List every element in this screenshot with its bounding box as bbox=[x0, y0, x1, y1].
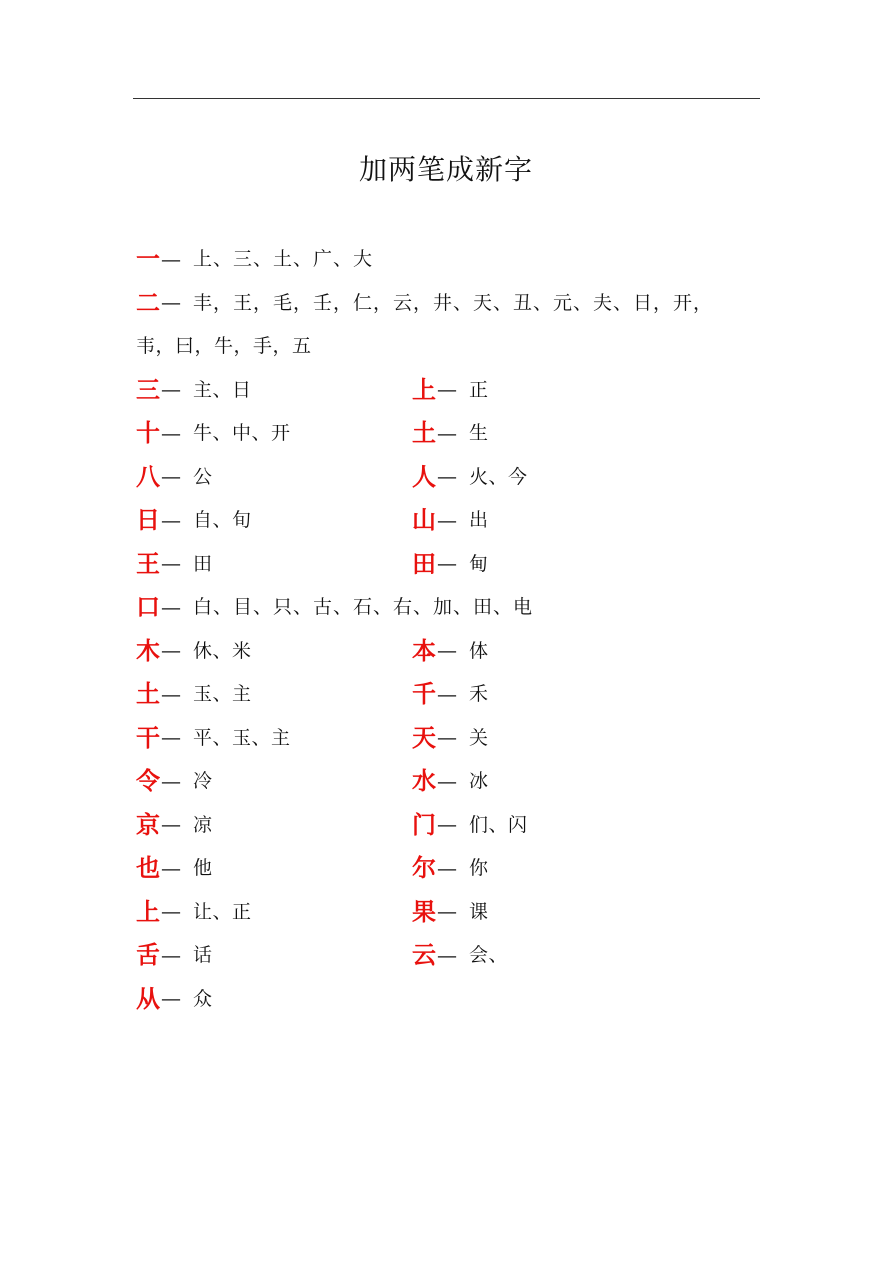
dash: — bbox=[437, 638, 457, 663]
derived-characters: 牛、中、开 bbox=[193, 421, 291, 444]
dash: — bbox=[161, 290, 181, 315]
derived-characters: 会、 bbox=[469, 943, 509, 966]
entry-left bbox=[136, 759, 213, 803]
dash: — bbox=[437, 855, 457, 880]
list-row bbox=[136, 411, 766, 455]
entry-left bbox=[136, 933, 213, 977]
list-row bbox=[136, 716, 766, 760]
dash: — bbox=[161, 855, 181, 880]
entry-left bbox=[136, 498, 252, 542]
derived-characters: 让、正 bbox=[193, 900, 252, 923]
base-character: 舌 bbox=[136, 940, 160, 969]
list-row-continuation bbox=[136, 324, 766, 368]
list-row bbox=[136, 846, 766, 890]
word-list bbox=[136, 237, 766, 1020]
base-character: 上 bbox=[136, 897, 160, 926]
entry-right bbox=[412, 455, 528, 499]
derived-characters: 公 bbox=[193, 465, 213, 488]
dash: — bbox=[161, 681, 181, 706]
derived-characters: 们、闪 bbox=[469, 813, 528, 836]
derived-characters: 凉 bbox=[193, 813, 213, 836]
dash: — bbox=[161, 899, 181, 924]
dash: — bbox=[437, 812, 457, 837]
base-character: 上 bbox=[412, 375, 436, 404]
base-character: 土 bbox=[412, 418, 436, 447]
entry-left bbox=[136, 411, 291, 455]
derived-characters: 自、旬 bbox=[193, 508, 252, 531]
base-character: 木 bbox=[136, 636, 160, 665]
base-character: 果 bbox=[412, 897, 436, 926]
base-character: 令 bbox=[136, 766, 160, 795]
entry-left bbox=[136, 542, 213, 586]
dash: — bbox=[437, 507, 457, 532]
derived-characters: 玉、主 bbox=[193, 682, 252, 705]
entry-left bbox=[136, 846, 213, 890]
entry-right bbox=[412, 498, 489, 542]
derived-characters: 课 bbox=[469, 900, 489, 923]
dash: — bbox=[437, 942, 457, 967]
dash: — bbox=[161, 986, 181, 1011]
derived-characters: 生 bbox=[469, 421, 489, 444]
dash: — bbox=[437, 768, 457, 793]
derived-characters-continued: 韦，曰，牛，手，五 bbox=[136, 334, 312, 357]
dash: — bbox=[437, 899, 457, 924]
entry-left bbox=[136, 672, 252, 716]
base-character: 一 bbox=[136, 244, 160, 273]
base-character: 干 bbox=[136, 723, 160, 752]
dash: — bbox=[161, 507, 181, 532]
entry-right bbox=[412, 759, 489, 803]
base-character: 人 bbox=[412, 462, 436, 491]
entry-right bbox=[412, 542, 489, 586]
entry-right bbox=[412, 803, 528, 847]
derived-characters: 正 bbox=[469, 378, 489, 401]
dash: — bbox=[437, 420, 457, 445]
entry-right bbox=[412, 411, 489, 455]
entry-left bbox=[136, 368, 252, 412]
entry-right bbox=[412, 890, 489, 934]
base-character: 也 bbox=[136, 853, 160, 882]
derived-characters: 休、米 bbox=[193, 639, 252, 662]
base-character: 本 bbox=[412, 636, 436, 665]
derived-characters: 出 bbox=[469, 508, 489, 531]
derived-characters: 甸 bbox=[469, 552, 489, 575]
dash: — bbox=[437, 551, 457, 576]
dash: — bbox=[161, 420, 181, 445]
entry-right bbox=[412, 933, 508, 977]
dash: — bbox=[161, 942, 181, 967]
base-character: 田 bbox=[412, 549, 436, 578]
base-character: 天 bbox=[412, 723, 436, 752]
list-row bbox=[136, 585, 766, 629]
base-character: 口 bbox=[136, 592, 160, 621]
list-row bbox=[136, 542, 766, 586]
entry-right bbox=[412, 629, 489, 673]
derived-characters: 关 bbox=[469, 726, 489, 749]
entry-right bbox=[412, 716, 489, 760]
base-character: 十 bbox=[136, 418, 160, 447]
derived-characters: 禾 bbox=[469, 682, 489, 705]
entry-right bbox=[412, 672, 489, 716]
dash: — bbox=[161, 638, 181, 663]
dash: — bbox=[161, 594, 181, 619]
list-row bbox=[136, 803, 766, 847]
list-row bbox=[136, 672, 766, 716]
base-character: 八 bbox=[136, 462, 160, 491]
list-row bbox=[136, 237, 766, 281]
derived-characters: 丰，王，毛，壬，仁，云，井、天、丑、元、夫、日，开， bbox=[193, 291, 714, 314]
derived-characters: 众 bbox=[193, 987, 213, 1010]
entry-left bbox=[136, 890, 252, 934]
list-row bbox=[136, 368, 766, 412]
base-character: 二 bbox=[136, 288, 160, 317]
page-title: 加两笔成新字 bbox=[358, 153, 533, 186]
dash: — bbox=[161, 768, 181, 793]
base-character: 王 bbox=[136, 549, 160, 578]
derived-characters: 田 bbox=[193, 552, 213, 575]
dash: — bbox=[437, 725, 457, 750]
derived-characters: 上、三、土、广、大 bbox=[193, 247, 374, 270]
header-rule bbox=[133, 98, 760, 99]
base-character: 土 bbox=[136, 679, 160, 708]
base-character: 三 bbox=[136, 375, 160, 404]
base-character: 千 bbox=[412, 679, 436, 708]
base-character: 门 bbox=[412, 810, 436, 839]
derived-characters: 火、今 bbox=[469, 465, 528, 488]
dash: — bbox=[161, 812, 181, 837]
base-character: 水 bbox=[412, 766, 436, 795]
derived-characters: 冰 bbox=[469, 769, 489, 792]
list-row bbox=[136, 629, 766, 673]
list-row bbox=[136, 455, 766, 499]
base-character: 京 bbox=[136, 810, 160, 839]
list-row bbox=[136, 281, 766, 325]
list-row bbox=[136, 498, 766, 542]
dash: — bbox=[161, 377, 181, 402]
dash: — bbox=[161, 551, 181, 576]
entry-left bbox=[136, 803, 213, 847]
derived-characters: 冷 bbox=[193, 769, 213, 792]
base-character: 山 bbox=[412, 505, 436, 534]
derived-characters: 他 bbox=[193, 856, 213, 879]
list-row bbox=[136, 890, 766, 934]
derived-characters: 白、目、只、古、石、右、加、田、电 bbox=[193, 595, 534, 618]
entry-right bbox=[412, 368, 489, 412]
base-character: 从 bbox=[136, 984, 160, 1013]
derived-characters: 主、日 bbox=[193, 378, 252, 401]
dash: — bbox=[437, 377, 457, 402]
entry-left bbox=[136, 629, 252, 673]
entry-left bbox=[136, 455, 213, 499]
base-character: 日 bbox=[136, 505, 160, 534]
list-row bbox=[136, 977, 766, 1021]
dash: — bbox=[161, 246, 181, 271]
dash: — bbox=[437, 681, 457, 706]
list-row bbox=[136, 933, 766, 977]
entry-left bbox=[136, 716, 291, 760]
derived-characters: 体 bbox=[469, 639, 489, 662]
dash: — bbox=[437, 464, 457, 489]
base-character: 尔 bbox=[412, 853, 436, 882]
dash: — bbox=[161, 464, 181, 489]
dash: — bbox=[161, 725, 181, 750]
derived-characters: 平、玉、主 bbox=[193, 726, 291, 749]
derived-characters: 你 bbox=[469, 856, 489, 879]
list-row bbox=[136, 759, 766, 803]
derived-characters: 话 bbox=[193, 943, 213, 966]
entry-right bbox=[412, 846, 489, 890]
base-character: 云 bbox=[412, 940, 436, 969]
